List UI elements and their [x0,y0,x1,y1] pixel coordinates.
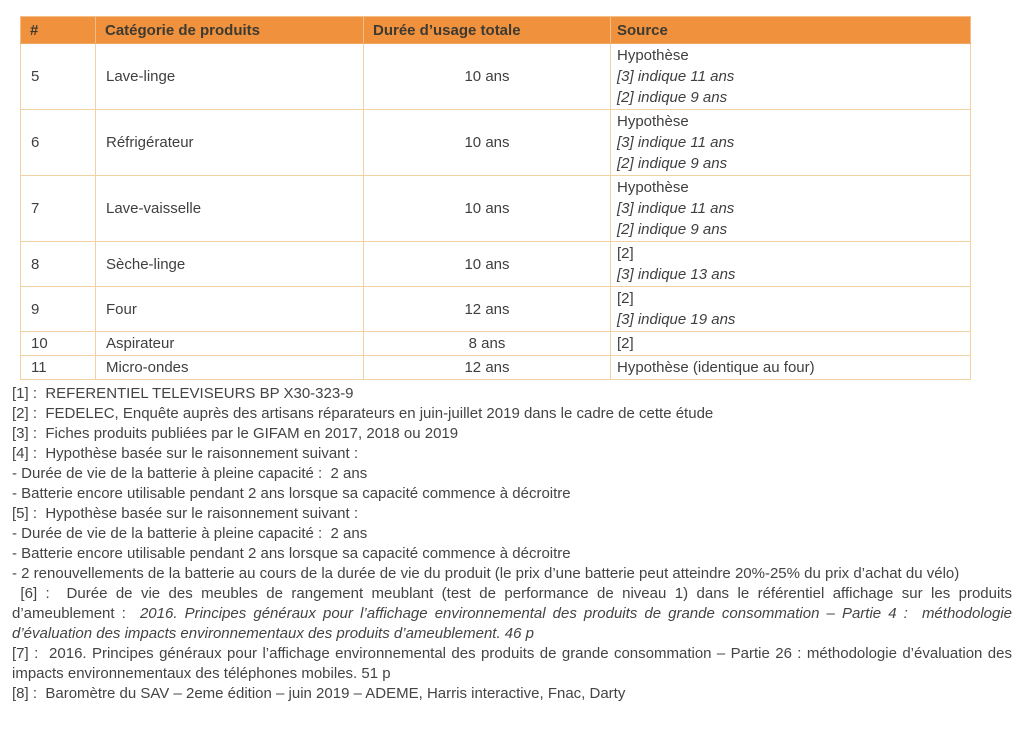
row-category: Lave-vaisselle [96,176,364,242]
row-duration: 10 ans [364,110,611,176]
source-line: [2] indique 9 ans [617,89,728,106]
row-number: 6 [21,110,96,176]
header-duration: Durée d’usage totale [364,17,611,44]
row-number: 10 [21,332,96,356]
row-duration: 10 ans [364,176,611,242]
row-source [611,176,971,242]
table-row [21,44,971,110]
table-row [21,242,971,287]
footnote-line [12,384,1012,404]
source-line: [3] indique 11 ans [617,68,735,85]
footnote-text: [3] : Fiches produits publiées par le GIFAM en 2017, 2018 ou 2019 [12,425,459,442]
footnote-text: - Batterie encore utilisable pendant 2 ans lorsque sa capacité commence à décroitre [12,485,571,502]
footnote-line [12,564,1012,584]
source-line: Hypothèse [617,179,689,196]
table-row [21,356,971,380]
row-duration: 12 ans [364,356,611,380]
products-table [20,16,971,380]
row-category: Lave-linge [96,44,364,110]
row-source [611,44,971,110]
footnote-text: [4] : Hypothèse basée sur le raisonnement suivant : [12,445,359,462]
footnote-line [12,404,1012,424]
footnote-text: - Durée de vie de la batterie à pleine capacité : 2 ans [12,525,368,542]
source-line: Hypothèse [617,47,689,64]
footnote-line [12,444,1012,464]
footnote-citation-italic: 2016. Principes généraux pour l’affichage environnemental des produits de grande consommation – Partie 4 : méthodologie d’évaluation des impacts environnementaux des produits d’ameublement. 46 p [12,605,1013,642]
row-duration: 10 ans [364,44,611,110]
footnote-text: [6] : Durée de vie des meubles de rangement meublant (test de performance de niveau 1) dans le référentiel affichage sur les produits d’ameublement : [12,585,1012,622]
footnote-line [12,544,1012,564]
footnote-text: [1] : REFERENTIEL TELEVISEURS BP X30-323-9 [12,385,354,402]
row-number: 9 [21,287,96,332]
table-row [21,287,971,332]
footnote-line [12,684,1012,704]
header-number: # [21,17,96,44]
row-source [611,356,971,380]
header-source: Source [611,17,971,44]
source-line: [3] indique 19 ans [617,311,736,328]
row-duration: 8 ans [364,332,611,356]
footnote-line [12,524,1012,544]
document-page [0,16,1024,748]
table-row [21,110,971,176]
row-source [611,110,971,176]
source-line: Hypothèse [617,113,689,130]
row-category: Micro-ondes [96,356,364,380]
footnote-text: - 2 renouvellements de la batterie au cours de la durée de vie du produit (le prix d’une batterie peut atteindre 20%-25% du prix d’achat du vélo) [12,565,960,582]
row-source [611,332,971,356]
row-category: Four [96,287,364,332]
footnote-text: [7] : 2016. Principes généraux pour l’affichage environnemental des produits de grande consommation – Partie 26 : méthodologie d’évaluation des impacts environnementaux des téléphones mobiles. 51 p [12,645,1012,682]
row-number: 8 [21,242,96,287]
source-line: [2] [617,335,634,352]
footnote-text: [2] : FEDELEC, Enquête auprès des artisans réparateurs en juin-juillet 2019 dans le cadre de cette étude [12,405,714,422]
table-row [21,332,971,356]
row-source [611,242,971,287]
source-line: [2] indique 9 ans [617,155,728,172]
source-line: Hypothèse (identique au four) [617,359,815,376]
source-line: [2] indique 9 ans [617,221,728,238]
row-number: 7 [21,176,96,242]
source-line: [2] [617,245,634,262]
row-number: 11 [21,356,96,380]
footnote-line [12,484,1012,504]
source-line: [2] [617,290,634,307]
source-line: [3] indique 11 ans [617,200,735,217]
source-line: [3] indique 11 ans [617,134,735,151]
footnote-text: - Durée de vie de la batterie à pleine capacité : 2 ans [12,465,368,482]
row-duration: 10 ans [364,242,611,287]
footnote-line [12,584,1012,644]
row-category: Sèche-linge [96,242,364,287]
footnote-line [12,424,1012,444]
footnote-line [12,504,1012,524]
table-row [21,176,971,242]
row-category: Réfrigérateur [96,110,364,176]
row-category: Aspirateur [96,332,364,356]
source-line: [3] indique 13 ans [617,266,736,283]
row-duration: 12 ans [364,287,611,332]
footnote-line [12,644,1012,684]
footnote-text: - Batterie encore utilisable pendant 2 ans lorsque sa capacité commence à décroitre [12,545,571,562]
footnotes-section [12,384,1012,704]
table-header-row [21,17,971,44]
header-category: Catégorie de produits [96,17,364,44]
footnote-text: [5] : Hypothèse basée sur le raisonnement suivant : [12,505,359,522]
footnote-line [12,464,1012,484]
footnote-text: [8] : Baromètre du SAV – 2eme édition – juin 2019 – ADEME, Harris interactive, Fnac, Darty [12,685,626,702]
row-source [611,287,971,332]
row-number: 5 [21,44,96,110]
